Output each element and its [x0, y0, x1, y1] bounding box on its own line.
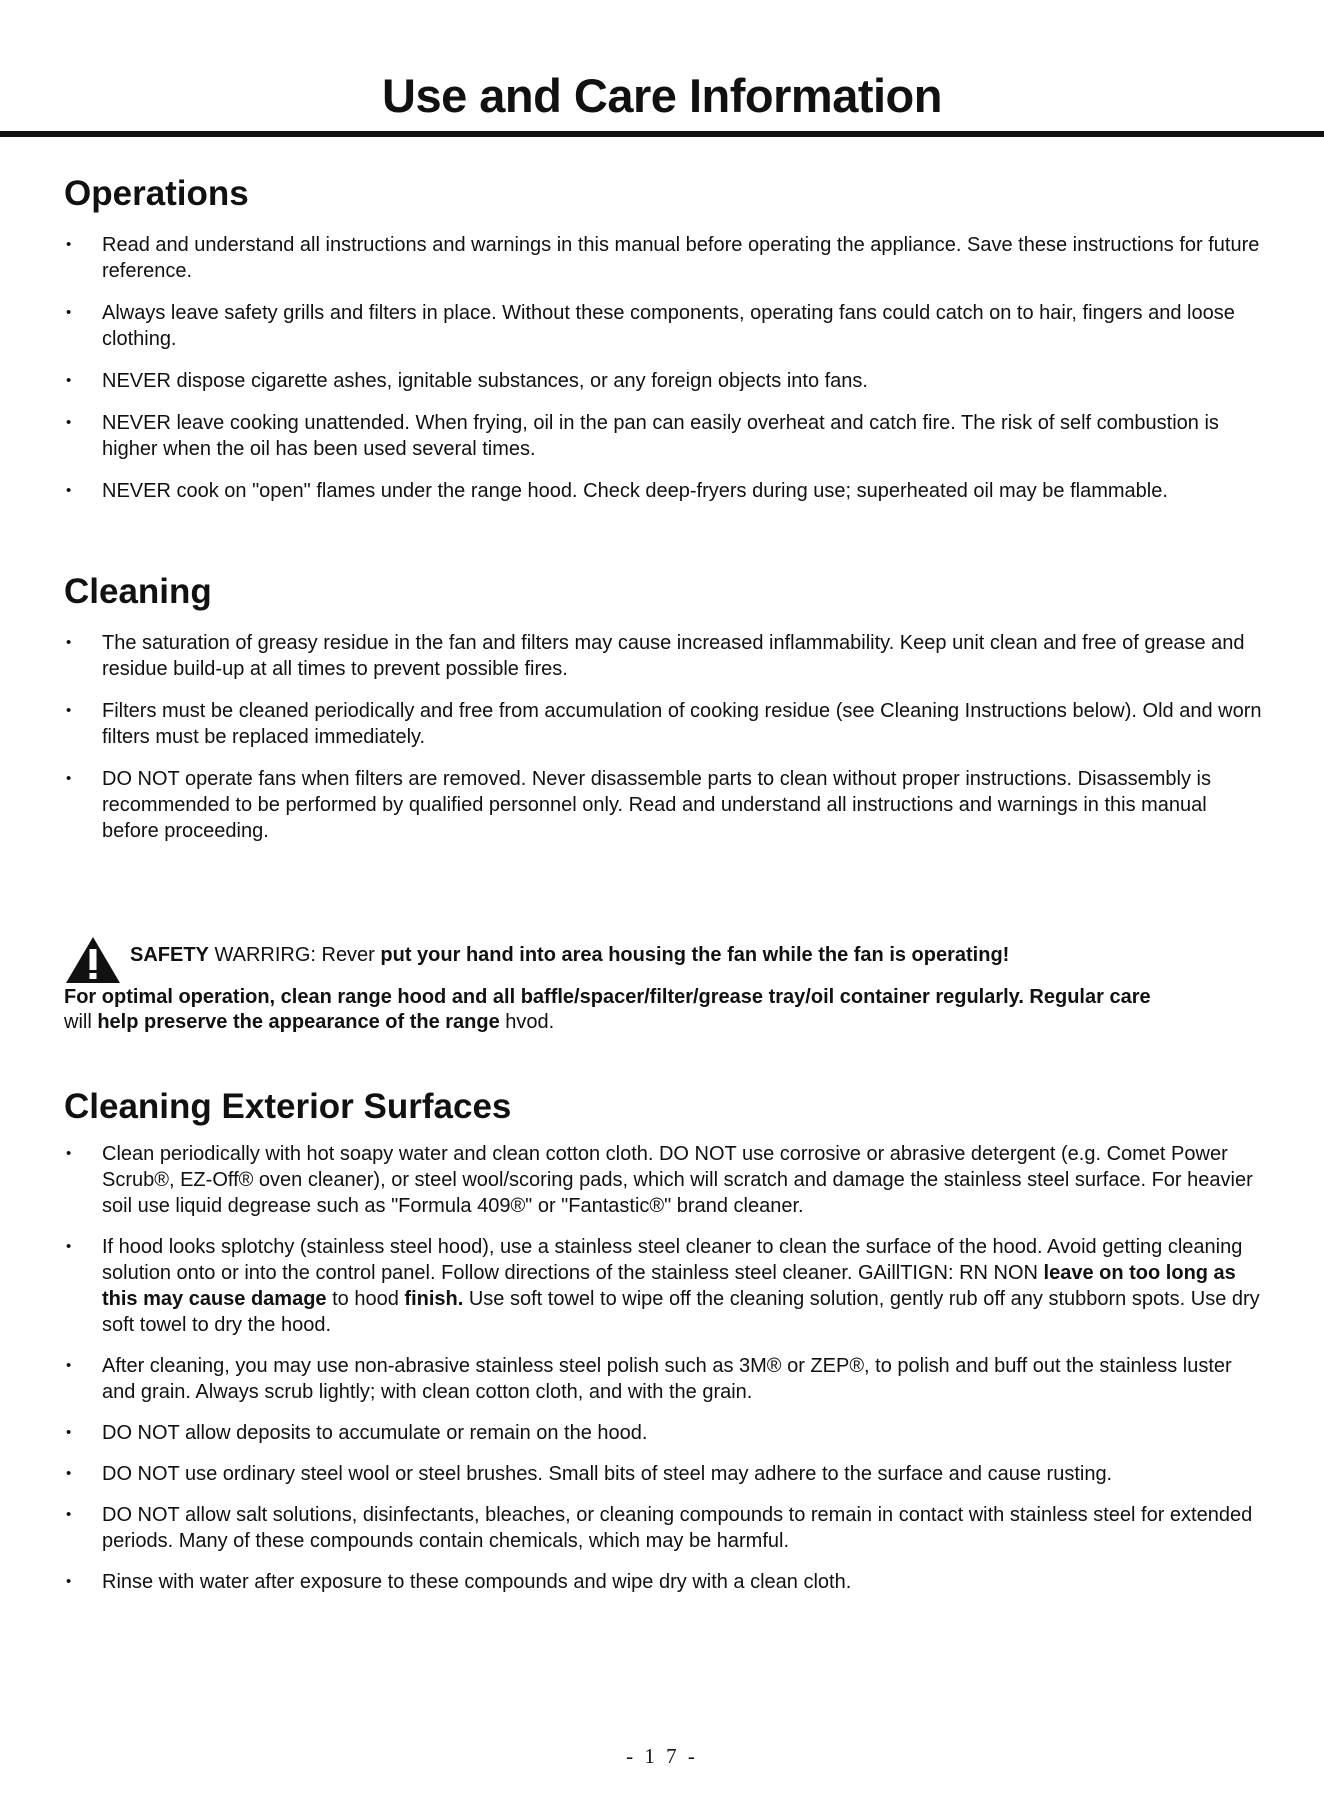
list-item: • Always leave safety grills and filters in place. Without these components, operating fans could catch on to hair, fingers and loose clothing. — [66, 302, 1235, 350]
bullet-icon: • — [66, 372, 72, 389]
list-item: • DO NOT allow deposits to accumulate or remain on the hood. — [66, 1422, 648, 1444]
bullet-icon: • — [66, 304, 72, 321]
cleaning-list — [64, 630, 1264, 844]
page-number: - 1 7 - — [626, 1744, 698, 1768]
warning-text: SAFETY WARRIRG: Rever put your hand into area housing the fan while the fan is operating! — [130, 944, 1010, 966]
list-item: • Rinse with water after exposure to these compounds and wipe dry with a clean cloth. — [66, 1571, 852, 1593]
bullet-icon: • — [66, 1465, 72, 1482]
list-item: • NEVER leave cooking unattended. When frying, oil in the pan can easily overheat and catch fire. The risk of self combustion is higher when the oil has been used several times. — [66, 412, 1219, 460]
operations-heading: Operations — [64, 174, 249, 213]
cleaning-section — [64, 572, 1264, 844]
list-item: • NEVER cook on "open" flames under the range hood. Check deep-fryers during use; superheated oil may be flammable. — [66, 480, 1168, 502]
optimal-operation-note: For optimal operation, clean range hood and all baffle/spacer/filter/grease tray/oil container regularly. Regular care will help preserve the appearance of the range hvod. — [64, 986, 1151, 1033]
title-divider — [0, 131, 1324, 137]
bullet-icon: • — [66, 1357, 72, 1374]
cleaning-heading: Cleaning — [64, 572, 212, 611]
warning-triangle-icon — [64, 935, 122, 985]
warning-label: SAFETY — [130, 944, 209, 966]
page-title: Use and Care Information — [382, 69, 942, 122]
bullet-icon: • — [66, 1424, 72, 1441]
list-item: • Filters must be cleaned periodically and free from accumulation of cooking residue (see Cleaning Instructions below). Old and worn filters must be replaced immediately. — [66, 700, 1262, 748]
exterior-section — [64, 1087, 1264, 1595]
bullet-icon: • — [66, 702, 72, 719]
list-item: • Read and understand all instructions and warnings in this manual before operating the appliance. Save these instructions for future reference. — [66, 234, 1260, 282]
bullet-icon: • — [66, 482, 72, 499]
list-item: • The saturation of greasy residue in the fan and filters may cause increased inflammability. Keep unit clean and free of grease and residue build-up at all times to prevent possible fires. — [66, 632, 1245, 680]
list-item: • If hood looks splotchy (stainless steel hood), use a stainless steel cleaner to clean the surface of the hood. Avoid getting cleaning solution onto or into the control panel. Follow directions of the stainless steel cleaner. GAillTIGN: RN NON leave on too long as this may cause damage to hood finish. Use soft towel to wipe off the cleaning solution, gently rub off any stubborn spots. Use dry soft towel to dry the hood. — [66, 1236, 1260, 1336]
operations-list — [64, 232, 1264, 504]
bullet-icon: • — [66, 1573, 72, 1590]
exterior-list — [64, 1141, 1264, 1595]
list-item: • NEVER dispose cigarette ashes, ignitable substances, or any foreign objects into fans. — [66, 370, 868, 392]
list-item: • DO NOT use ordinary steel wool or steel brushes. Small bits of steel may adhere to the surface and cause rusting. — [66, 1463, 1113, 1485]
bullet-icon: • — [66, 1506, 72, 1523]
bullet-icon: • — [66, 770, 72, 787]
bullet-icon: • — [66, 634, 72, 651]
operations-section — [64, 174, 1264, 504]
list-item: • DO NOT operate fans when filters are removed. Never disassemble parts to clean without proper instructions. Disassembly is recommended to be performed by qualified personnel only. Read and understand all instructions and warnings in this manual before proceeding. — [66, 768, 1211, 842]
bullet-icon: • — [66, 1145, 72, 1162]
list-item: • After cleaning, you may use non-abrasive stainless steel polish such as 3M® or ZEP®, to polish and buff out the stainless luster and grain. Always scrub lightly; with clean cotton cloth, and with the grain. — [66, 1355, 1232, 1403]
bullet-icon: • — [66, 1238, 72, 1255]
list-item: • DO NOT allow salt solutions, disinfectants, bleaches, or cleaning compounds to remain in contact with stainless steel for extended periods. Many of these compounds contain chemicals, which may be harmful. — [66, 1504, 1253, 1552]
bullet-icon: • — [66, 236, 72, 253]
bullet-icon: • — [66, 414, 72, 431]
list-item: • Clean periodically with hot soapy water and clean cotton cloth. DO NOT use corrosive or abrasive detergent (e.g. Comet Power Scrub®, EZ-Off® oven cleaner), or steel wool/scoring pads, which will scratch and damage the stainless steel surface. For heavier soil use liquid degrease such as "Formula 409®" or "Fantastic®" brand cleaner. — [66, 1143, 1253, 1217]
exterior-heading: Cleaning Exterior Surfaces — [64, 1087, 512, 1126]
